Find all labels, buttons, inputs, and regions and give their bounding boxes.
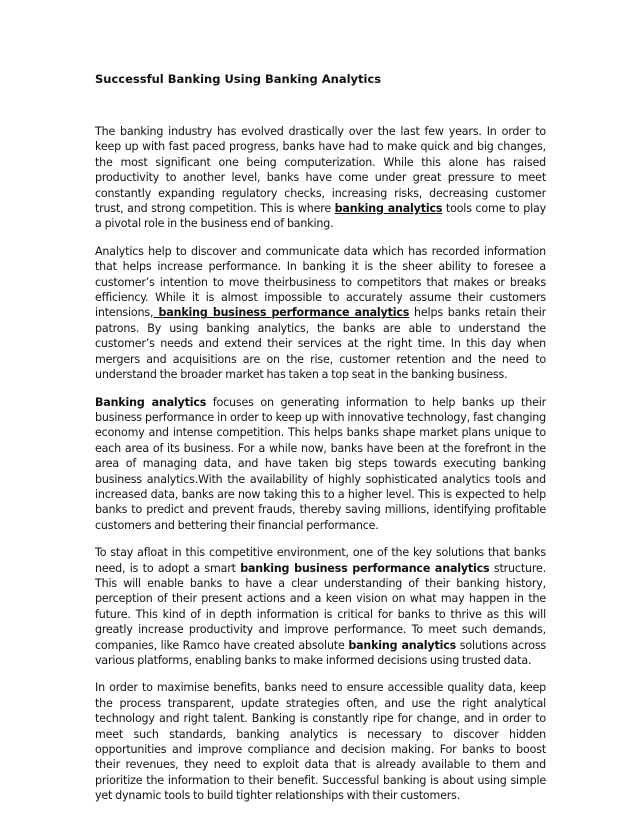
document-title: Successful Banking Using Banking Analytics [95,72,382,86]
paragraph-5 [95,680,546,803]
banking-analytics-link[interactable]: banking analytics [334,202,443,216]
paragraph-text: solutions across various platforms, enabling banks to make informed decisions using trusted data. [95,638,547,667]
paragraph-text: tools come to play a pivotal role in the business end of banking. [95,202,547,231]
paragraph-4 [95,545,546,668]
paragraph-text: focuses on generating information to help banks up their business performance in order to keep up with innovative technology, fast changing economy and intense competition. This helps banks shape market plans unique to each area of its business. For a while now, banks have been at the forefront in the area of managing data, and have taken big steps towards executing banking business analytics.With the availability of highly sophisticated analytics tools and increased data, banks are now taking this to a higher level. This is expected to help banks to predict and prevent frauds, thereby saving millions, identifying profitable customers and bettering their financial performance. [95,395,547,532]
document-body [95,124,546,816]
bold-phrase: banking business performance analytics [240,561,490,575]
paragraph-3 [95,395,546,534]
bold-phrase: Banking analytics [95,395,207,409]
paragraph-text: structure. This will enable banks to have a clear understanding of their banking history, perception of their present actions and a keen vision on what may happen in the future. This kind of in depth information is critical for banks to thrive as this will greatly increase productivity and improve performance. To meet such demands, companies, like Ramco have created absolute [95,561,546,652]
paragraph-text: To stay afloat in this competitive environment, one of the key solutions that banks need, is to adopt a smart [95,546,546,575]
paragraph-text: Analytics help to discover and communicate data which has recorded information that helps increase performance. In banking it is the sheer ability to foresee a customer’s intention to move theirbusiness to competitors that makes or breaks efficiency. While it is almost impossible to accurately assume their customers intensions, [95,244,546,320]
paragraph-text: helps banks retain their patrons. By using banking analytics, the banks are able to understand the customer’s needs and extend their services at the right time. In this day when mergers and acquisitions are on the rise, customer retention and the need to understand the broader market has taken a top seat in the banking business. [95,306,546,382]
paragraph-text: The banking industry has evolved drastically over the last few years. In order to keep up with fast paced progress, banks have had to make quick and big changes, the most significant one being computerization. While this alone has raised productivity to another level, banks have come under great pressure to meet constantly expanding regulatory checks, increasing risks, decreasing customer trust, and strong competition. This is where [95,125,546,216]
paragraph-1 [95,124,546,232]
paragraph-2 [95,244,546,383]
banking-business-performance-analytics-link[interactable]: banking business performance analytics [153,306,410,320]
bold-phrase: banking analytics [348,638,457,652]
paragraph-text: In order to maximise benefits, banks need to ensure accessible quality data, keep the process transparent, update strategies often, and use the right analytical technology and right talent. Banking is constantly ripe for change, and in order to meet such standards, banking analytics is necessary to discover hidden opportunities and improve compliance and decision making. For banks to boost their revenues, they need to exploit data that is already available to them and prioritize the information to their benefit. Successful banking is about using simple yet dynamic tools to build tighter relationships with their customers. [95,681,546,803]
